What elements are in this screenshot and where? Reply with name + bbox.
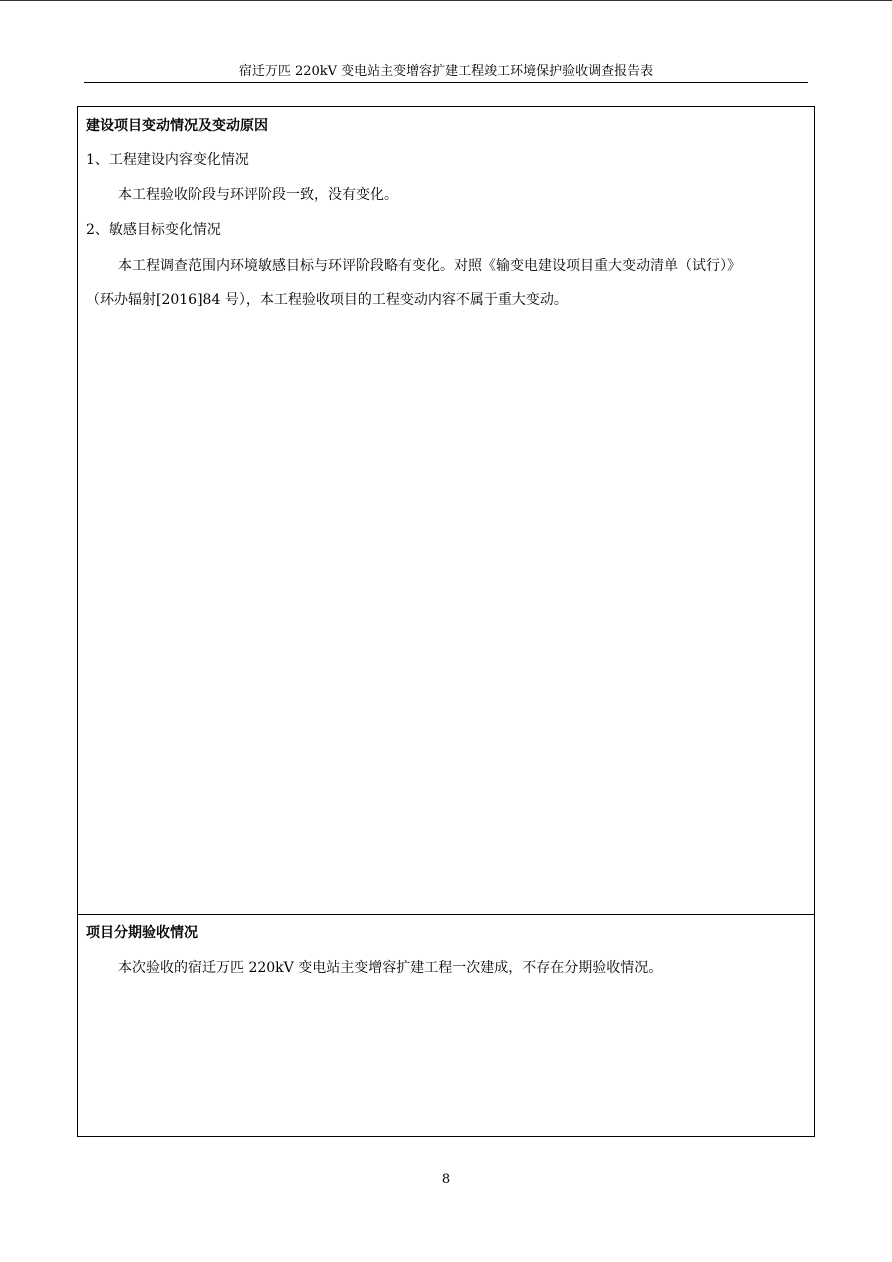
section-heading-phased: 项目分期验收情况 xyxy=(86,925,198,941)
item1-title: 1、工程建设内容变化情况 xyxy=(86,152,249,168)
page-top-border xyxy=(0,0,892,1)
page-header-title: 宿迁万匹 220kV 变电站主变增容扩建工程竣工环境保护验收调查报告表 xyxy=(84,63,808,83)
phased-text: 本次验收的宿迁万匹 220kV 变电站主变增容扩建工程一次建成，不存在分期验收情况。 xyxy=(118,960,663,976)
section-heading-changes: 建设项目变动情况及变动原因 xyxy=(86,118,268,134)
page-number: 8 xyxy=(441,1172,451,1187)
section-phased-acceptance xyxy=(78,915,814,1136)
item1-text: 本工程验收阶段与环评阶段一致，没有变化。 xyxy=(118,187,398,203)
report-table xyxy=(77,106,815,1137)
section-project-changes xyxy=(78,107,814,915)
item2-text-line1: 本工程调查范围内环境敏感目标与环评阶段略有变化。对照《输变电建设项目重大变动清单（试行）》 xyxy=(118,258,741,274)
item2-title: 2、敏感目标变化情况 xyxy=(86,222,221,238)
item2-text-line2: （环办辐射[2016]84 号），本工程验收项目的工程变动内容不属于重大变动。 xyxy=(86,292,568,308)
